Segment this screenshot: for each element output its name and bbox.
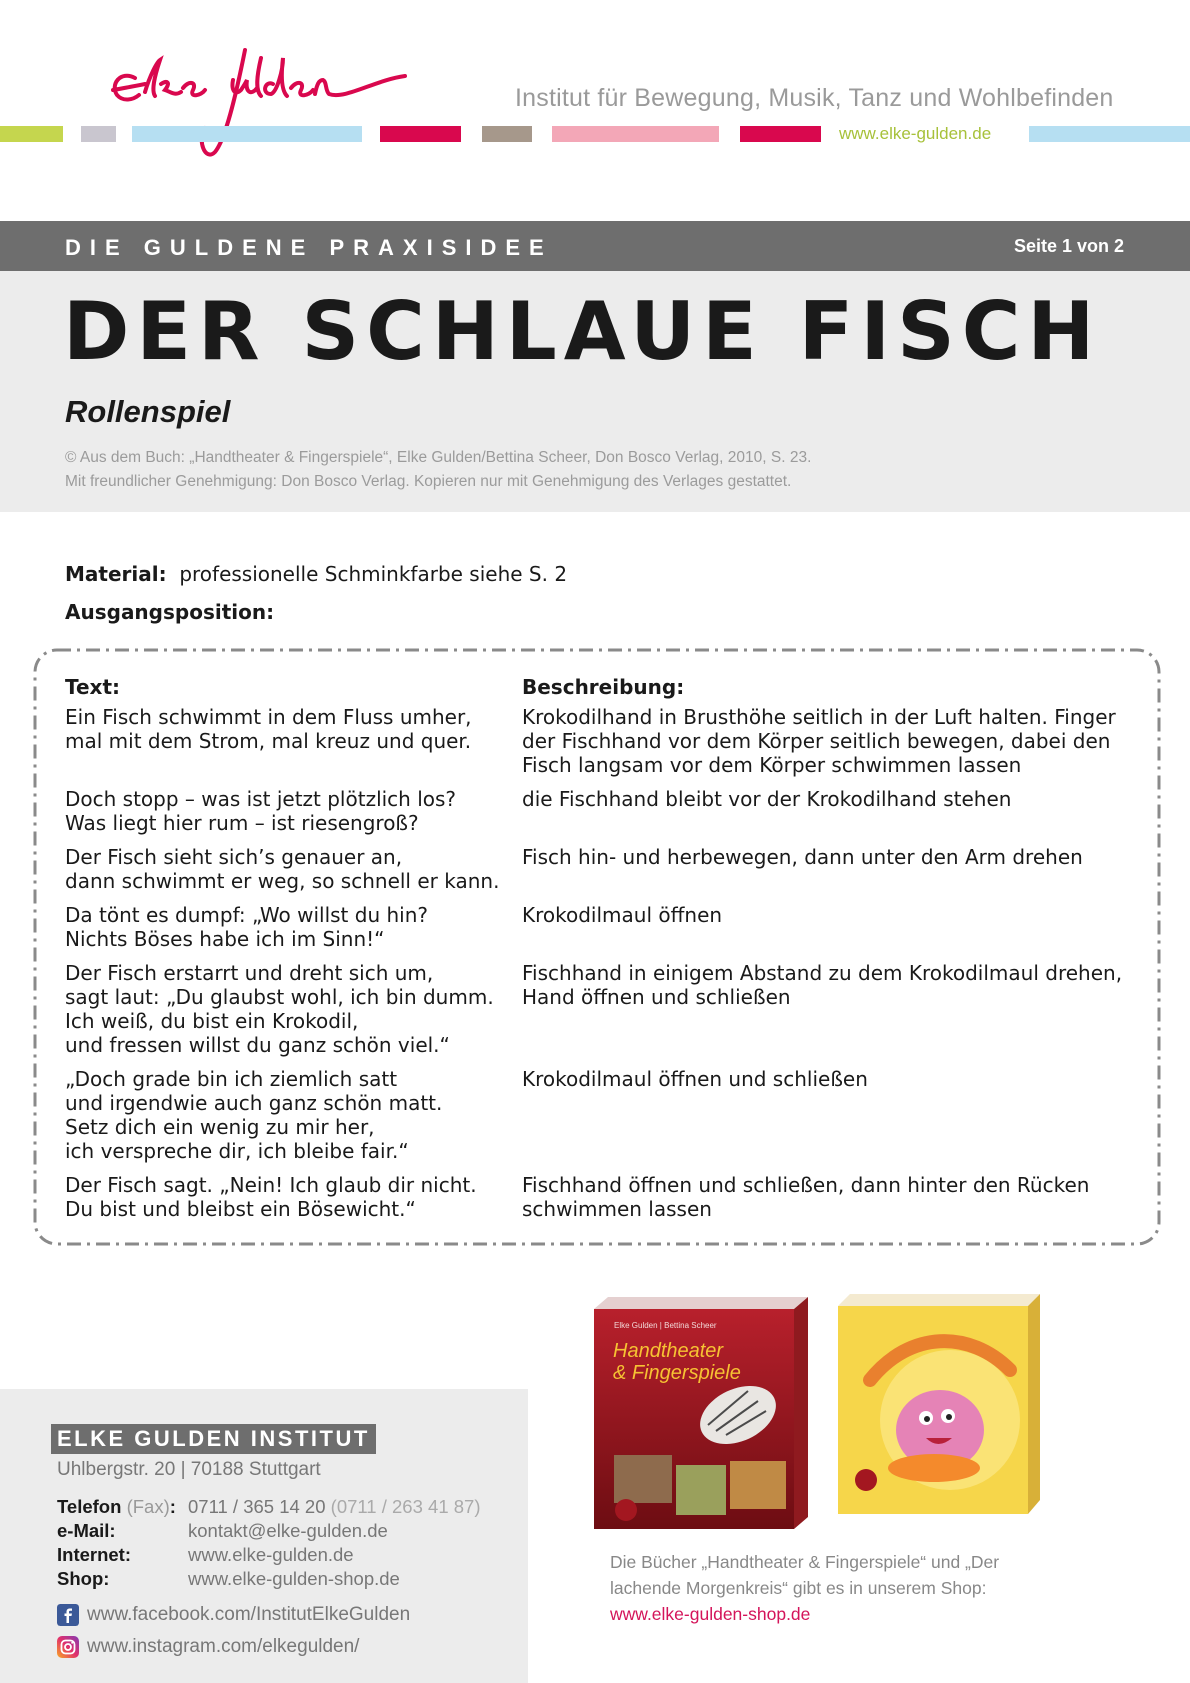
contact-list [57,1495,480,1591]
fax-label: (Fax) [126,1496,170,1517]
shop-label: Shop: [57,1568,110,1589]
row-text: „Doch grade bin ich ziemlich satt und irgendwie auch ganz schön matt. Setz dich ein wenig zu mir her, ich verspreche dir, ich bleibe fair.“ [65,1067,443,1163]
row-text: Der Fisch sagt. „Nein! Ich glaub dir nicht. Du bist und bleibst ein Bösewicht.“ [65,1173,477,1221]
copyright-note [65,446,811,494]
instagram-link: www.instagram.com/elkegulden/ [87,1636,360,1657]
stripe-lightblue-2 [1029,126,1190,142]
phone-label: Telefon [57,1496,122,1517]
stripe-crimson-2 [740,126,821,142]
phone-row [57,1495,480,1519]
copyright-line-2: Mit freundlicher Genehmigung: Don Bosco Verlag. Kopieren nur mit Genehmigung des Verlages gestattet. [65,473,792,490]
stripe-taupe [482,126,532,142]
row-text: Der Fisch sieht sich’s genauer an, dann schwimmt er weg, so schnell er kann. [65,845,500,893]
stripe-green [0,126,63,142]
book1-title-1: Handtheater [613,1340,724,1362]
books-caption [610,1549,1070,1627]
book1-authors: Elke Gulden | Bettina Scheer [614,1321,717,1330]
tagline: Institut für Bewegung, Musik, Tanz und Wohlbefinden [515,84,1114,112]
band-title: DIE GULDENE PRAXISIDEE [65,235,553,260]
table-row [65,787,1145,845]
page-indicator: Seite 1 von 2 [1013,236,1124,256]
instagram-icon [57,1636,79,1658]
internet-link[interactable]: www.elke-gulden.de [188,1544,354,1565]
facebook-icon [57,1604,79,1626]
page-title: DER SCHLAUE FISCH [63,285,1102,378]
internet-row [57,1543,480,1567]
books-caption-line-2: lachende Morgenkreis“ gibt es in unserem Shop: [610,1578,987,1598]
address: Uhlbergstr. 20 | 70188 Stuttgart [57,1459,321,1480]
book-cover-morgenkreis[interactable] [830,1290,1042,1522]
books-caption-line-1: Die Bücher „Handtheater & Fingerspiele“ und „Der [610,1552,1000,1572]
row-text: Der Fisch erstarrt und dreht sich um, sagt laut: „Du glaubst wohl, ich bin dumm. Ich weiß, du bist ein Krokodil, und fressen willst du ganz schön viel.“ [65,961,494,1057]
phone-number[interactable]: 0711 / 365 14 20 [188,1496,326,1517]
copyright-line-1: © Aus dem Buch: „Handtheater & Fingerspiele“, Elke Gulden/Bettina Scheer, Don Bosco Verlag, 2010, S. 23. [65,449,812,466]
elke-gulden-logo [105,40,425,170]
email-link[interactable]: kontakt@elke-gulden.de [188,1520,388,1541]
table-row [65,1173,1145,1231]
website-link[interactable]: www.elke-gulden.de [839,124,992,143]
stripe-lightblue [132,126,362,142]
table-row [65,1067,1145,1173]
table-header [65,675,1145,705]
stripe-grey [81,126,116,142]
row-desc: Krokodilmaul öffnen [522,903,723,927]
shop-link[interactable]: www.elke-gulden-shop.de [188,1568,400,1589]
row-desc: Krokodilmaul öffnen und schließen [522,1067,868,1091]
book-cover-handtheater[interactable] [588,1295,810,1535]
row-text: Ein Fisch schwimmt in dem Fluss umher, mal mit dem Strom, mal kreuz und quer. [65,705,472,753]
table-row [65,845,1145,903]
facebook-link: www.facebook.com/InstitutElkeGulden [87,1604,411,1625]
material-label: Material: [65,562,167,586]
stripe-crimson [380,126,461,142]
material-line [65,562,567,586]
row-desc: Krokodilhand in Brusthöhe seitlich in der Luft halten. Finger der Fischhand vor dem Körper seitlich bewegen, dabei den Fisch langsam vor dem Körper schwimmen lassen [522,705,1116,777]
row-desc: Fischhand in einigem Abstand zu dem Krokodilmaul drehen, Hand öffnen und schließen [522,961,1123,1009]
shop-link-caption[interactable]: www.elke-gulden-shop.de [610,1604,811,1624]
shop-row [57,1567,480,1591]
row-desc: die Fischhand bleibt vor der Krokodilhand stehen [522,787,1012,811]
email-label: e-Mail: [57,1520,116,1541]
facebook-row[interactable] [57,1604,410,1626]
row-desc: Fisch hin- und herbewegen, dann unter den Arm drehen [522,845,1083,869]
phone-colon: : [169,1496,176,1517]
email-row [57,1519,480,1543]
row-text: Doch stopp – was ist jetzt plötzlich los? Was liegt hier rum – ist riesengroß? [65,787,457,835]
book1-title-2: & Fingerspiele [613,1362,741,1384]
verse-table [65,675,1145,1231]
col-desc-header: Beschreibung: [522,675,685,699]
material-value: professionelle Schminkfarbe siehe S. 2 [179,562,568,586]
page-subtitle: Rollenspiel [65,394,231,429]
table-row [65,705,1145,787]
table-row [65,903,1145,961]
row-desc: Fischhand öffnen und schließen, dann hinter den Rücken schwimmen lassen [522,1173,1090,1221]
stripe-pink [552,126,719,142]
starting-position-label: Ausgangsposition: [65,600,275,624]
row-text: Da tönt es dumpf: „Wo willst du hin? Nichts Böses habe ich im Sinn!“ [65,903,429,951]
col-text-header: Text: [65,675,121,699]
fax-number: (0711 / 263 41 87) [330,1496,481,1517]
table-row [65,961,1145,1067]
internet-label: Internet: [57,1544,131,1565]
institute-name: ELKE GULDEN INSTITUT [51,1424,376,1454]
instagram-row[interactable] [57,1636,359,1658]
